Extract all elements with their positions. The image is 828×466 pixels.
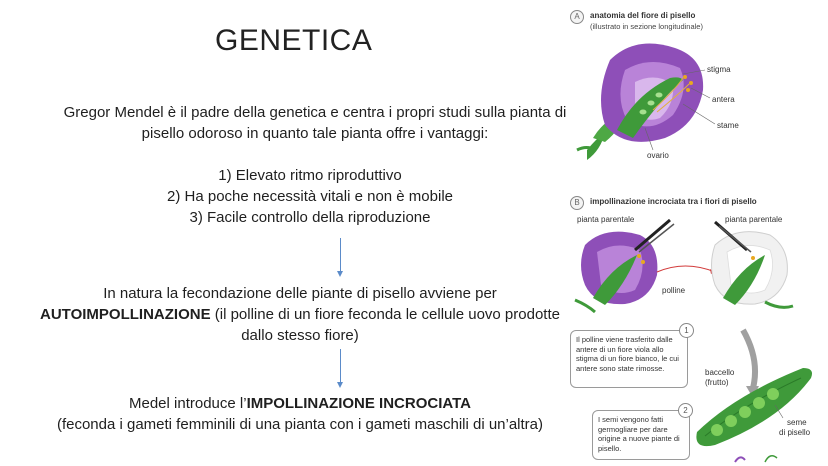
advantage-item: 1) Elevato ritmo riproduttivo <box>218 167 402 184</box>
advantages-list <box>110 165 510 228</box>
label-ovario: ovario <box>647 151 669 160</box>
section-a-subtitle: (illustrato in sezione longitudinale) <box>590 22 703 31</box>
label-pod-fruit: (frutto) <box>705 378 729 387</box>
section-a-title: anatomia del fiore di pisello <box>590 11 696 20</box>
label-polline: polline <box>662 286 686 295</box>
down-arrow <box>340 238 341 272</box>
para3-rest: (feconda i gameti femminili di una pianta con i gameti maschili di un’altra) <box>56 416 544 433</box>
down-arrow <box>340 349 341 383</box>
advantage-item: 3) Facile controllo della riproduzione <box>189 209 431 226</box>
section-b-title: impollinazione incrociata tra i fiori di pisello <box>590 197 757 206</box>
pea-flower-illustration <box>565 0 828 466</box>
cross-pollination-paragraph <box>40 393 560 435</box>
section-b-badge: B <box>570 196 584 210</box>
cross-pollination-drawing <box>565 0 828 466</box>
self-pollination-paragraph <box>40 283 560 346</box>
advantage-item: 2) Ha poche necessità vitali e non è mobile <box>167 188 453 205</box>
para2-keyword: AUTOIMPOLLINAZIONE <box>40 306 211 323</box>
label-antera: antera <box>712 95 735 104</box>
step-2-number: 2 <box>678 403 693 418</box>
step-1-note: Il polline viene trasferito dalle antere di un fiore viola allo stigma di un fiore bianco, le cui antere sono state rimosse. <box>570 330 688 388</box>
para2-lead: In natura la fecondazione delle piante di pisello avviene per <box>103 285 497 302</box>
para2-rest: (il polline di un fiore feconda le cellule uovo prodotte dallo stesso fiore) <box>210 306 560 344</box>
section-a-badge: A <box>570 10 584 24</box>
step-2-note: I semi vengono fatti germogliare per dare origine a nuove piante di pisello. <box>592 410 690 460</box>
para3-keyword: IMPOLLINAZIONE INCROCIATA <box>246 395 471 412</box>
label-stigma: stigma <box>707 65 731 74</box>
intro-paragraph: Gregor Mendel è il padre della genetica e centra i propri studi sulla pianta di pisello odoroso in quanto tale pianta offre i vantaggi: <box>63 104 567 142</box>
label-seed-pea: di pisello <box>779 428 811 437</box>
label-pod: baccello <box>705 368 735 377</box>
step-1-number: 1 <box>679 323 694 338</box>
slide-title: GENETICA <box>215 24 373 57</box>
label-stame: stame <box>717 121 739 130</box>
para3-lead: Medel introduce l’ <box>129 395 247 412</box>
label-right-parent: pianta parentale <box>725 215 783 224</box>
label-left-parent: pianta parentale <box>577 215 635 224</box>
label-seed: seme <box>787 418 807 427</box>
